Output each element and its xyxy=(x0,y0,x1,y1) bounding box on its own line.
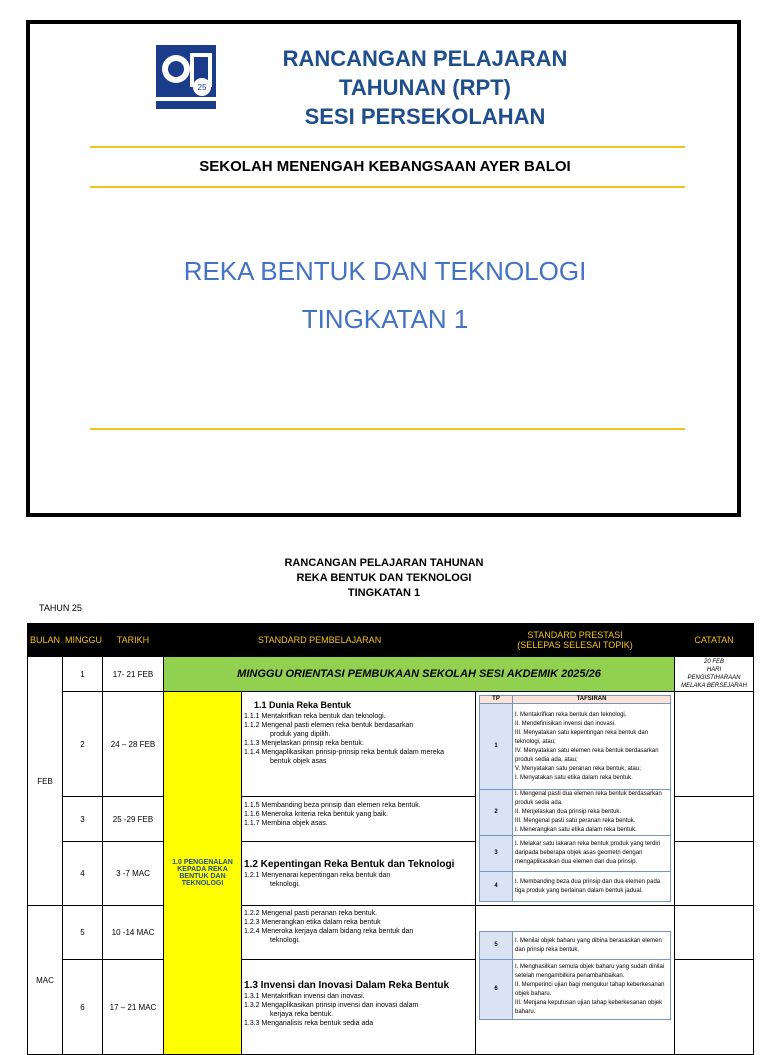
date-cell: 25 -29 FEB xyxy=(103,797,164,841)
cover-title xyxy=(230,44,620,131)
sp-item: 1.1.3 Menjelaskan prinsip reka bentuk. xyxy=(244,740,364,747)
tp-line: I. Mentakrifkan reka bentuk dan teknologi. xyxy=(515,711,627,718)
table-header-row xyxy=(28,624,754,657)
sp-item: 1.3.1 Mentakrifkan invensi dan inovasi. xyxy=(244,993,365,1000)
divider xyxy=(90,428,685,430)
catatan-cell xyxy=(675,692,754,797)
tp-table xyxy=(479,695,671,902)
sp-item: bentuk objek asas xyxy=(270,758,327,765)
sp-item: teknologi. xyxy=(270,880,300,888)
header-minggu: MINGGU xyxy=(63,624,103,657)
table-row xyxy=(28,657,754,692)
week-cell: 1 xyxy=(63,657,103,692)
date-cell: 10 -14 MAC xyxy=(103,906,164,960)
tp-description xyxy=(513,790,671,836)
topic-cell: 1.0 PENGENALAN KEPADA REKA BENTUK DAN TEKNOLOGI xyxy=(164,692,242,1055)
orientation-banner: MINGGU ORIENTASI PEMBUKAAN SEKOLAH SESI AKDEMIK 2025/26 xyxy=(164,657,675,692)
sp-item: teknologi. xyxy=(270,937,300,944)
tp-line: III. Menyatakan satu kepentingan reka bentuk dan teknologi, atau; xyxy=(515,729,649,745)
year-label: TAHUN 25 xyxy=(39,603,82,613)
subject-name: REKA BENTUK DAN TEKNOLOGI xyxy=(183,256,587,286)
tp-line: II. Memperinci ujian bagi mengukur tahap keberkesanan objek baharu. xyxy=(515,981,665,997)
document-title-line: REKA BENTUK DAN TEKNOLOGI xyxy=(296,572,472,584)
date-cell: 24 – 28 FEB xyxy=(103,692,164,797)
tp-line: V. Menyatakan satu peranan reka bentuk, atau; xyxy=(515,765,641,772)
tp-line: III. Mengenal pasti satu peranan reka bentuk. xyxy=(515,818,636,824)
tp-line: I. Menerangkan satu etika dalam reka bentuk. xyxy=(515,827,637,833)
header-standard-pembelajaran: STANDARD PEMBELAJARAN xyxy=(164,624,476,657)
learning-standard-cell xyxy=(242,797,476,841)
tp-line: II. Menjelaskan dua prinsip reka bentuk. xyxy=(515,809,622,815)
tp-level: 3 xyxy=(480,836,513,872)
week-cell: 4 xyxy=(63,841,103,905)
header-sp2-line2: (SELEPAS SELESAI TOPIK) xyxy=(517,640,633,650)
sp-item: 1.1.5 Membanding beza prinsip dan elemen reka bentuk. xyxy=(244,802,421,810)
header-bulan: BULAN xyxy=(28,624,63,657)
tp-level: 2 xyxy=(480,790,513,836)
divider xyxy=(90,186,685,188)
header-sp2-line1: STANDARD PRESTASI xyxy=(527,630,623,640)
sp-item: 1.1.2 Mengenal pasti elemen reka bentuk berdasarkan xyxy=(244,722,414,729)
tp-description xyxy=(513,704,671,790)
date-cell: 3 -7 MAC xyxy=(103,841,164,905)
tafsiran-header: TAFSIRAN xyxy=(513,696,671,704)
table-row xyxy=(28,692,754,797)
sp-item: 1.1.4 Mengaplikasikan prinsip-prinsip reka bentuk dalam mereka xyxy=(244,749,444,756)
sp-item: kerjaya reka bentuk. xyxy=(270,1011,334,1018)
tp-header: TP xyxy=(480,696,513,704)
tp-line: II. Mendefinisikan invensi dan inovasi. xyxy=(515,720,616,727)
section-heading: 1.2 Kepentingan Reka Bentuk dan Teknologi xyxy=(244,858,455,870)
tp-description xyxy=(513,872,671,902)
tp-line: I. Menilai objek baharu yang dibina berasaskan elemen dan prinsip reka bentuk. xyxy=(515,937,662,953)
week-cell: 5 xyxy=(63,906,103,960)
rpt-table xyxy=(27,623,754,1055)
divider xyxy=(90,146,685,148)
tp-level: 4 xyxy=(480,872,513,902)
tp-description xyxy=(513,836,671,872)
tp-description xyxy=(513,932,671,960)
catatan-line: PENGISTIHARAAN xyxy=(687,675,741,681)
performance-standard-cell xyxy=(476,692,675,906)
performance-standard-cell xyxy=(476,906,675,1055)
catatan-cell xyxy=(675,657,754,692)
sp-item: 1.3.2 Mengaplikasikan prinsip invensi dan inovasi dalam xyxy=(244,1002,419,1009)
school-name: SEKOLAH MENENGAH KEBANGSAAN AYER BALOI xyxy=(199,158,571,175)
month-cell: MAC xyxy=(28,906,63,1055)
section-heading: 1.3 Invensi dan Inovasi Dalam Reka Bentuk xyxy=(244,980,450,991)
section-heading: 1.1 Dunia Reka Bentuk xyxy=(254,700,352,710)
date-cell: 17 – 21 MAC xyxy=(103,960,164,1055)
document-title-line: TINGKATAN 1 xyxy=(347,587,421,599)
cover-title-line: SESI PERSEKOLAHAN xyxy=(304,104,546,129)
header-standard-prestasi xyxy=(476,624,675,657)
catatan-line: MELAKA BERSEJARAH xyxy=(681,683,747,689)
catatan-cell xyxy=(675,906,754,960)
learning-standard-cell xyxy=(242,906,476,960)
catatan-cell xyxy=(675,797,754,841)
sp-item: 1.2.3 Menerangkan etika dalam reka bentuk xyxy=(244,919,381,926)
catatan-line: HARI xyxy=(706,667,722,673)
week-cell: 6 xyxy=(63,960,103,1055)
week-cell: 2 xyxy=(63,692,103,797)
catatan-line: 20 FEB xyxy=(704,659,725,665)
week-cell: 3 xyxy=(63,797,103,841)
tp-line: III. Menjana keputusan ujian tahap keberkesanan objek baharu. xyxy=(515,999,663,1015)
catatan-cell xyxy=(675,841,754,905)
header-tarikh: TARIKH xyxy=(103,624,164,657)
sp-item: 1.1.7 Membina objek asas. xyxy=(244,820,328,828)
sp-item: 1.2.2 Mengenal pasti peranan reka bentuk. xyxy=(244,910,378,917)
learning-standard-cell xyxy=(242,692,476,797)
sp-item: 1.2.1 Menyenarai kepentingan reka bentuk dan xyxy=(244,871,391,879)
document-title-line: RANCANGAN PELAJARAN TAHUNAN xyxy=(284,557,484,569)
catatan-cell xyxy=(675,960,754,1055)
sp-item: 1.2.4 Meneroka kerjaya dalam bidang reka bentuk dan xyxy=(244,928,414,935)
sp-item: produk yang dipilih. xyxy=(270,731,331,738)
tp-line: I. Membanding beza dua prinsip dan dua elemen pada tiga produk yang berlainan dalam bentuk jadual. xyxy=(515,878,661,894)
month-cell: FEB xyxy=(28,657,63,906)
sp-item: 1.1.1 Mentakrifkan reka bentuk dan teknologi. xyxy=(244,713,386,720)
tp-line: I. Mengenal pasti dua elemen reka bentuk berdasarkan produk sedia ada. xyxy=(515,791,662,806)
cover-title-line: RANCANGAN PELAJARAN xyxy=(282,46,568,71)
sp-item: 1.1.6 Meneroka kriteria reka bentuk yang baik. xyxy=(244,811,388,819)
cover-page xyxy=(26,20,741,517)
tp-line: I. Menghasilkan semula objek baharu yang sudah dinilai setelah mengambilkira penambahbaikan. xyxy=(515,963,665,979)
sp-item: 1.3.3 Menganalisis reka bentuk sedia ada xyxy=(244,1020,374,1027)
tp-level: 6 xyxy=(480,960,513,1020)
date-cell: 17- 21 FEB xyxy=(103,657,164,692)
tp-line: IV. Menyatakan satu elemen reka bentuk berdasarkan produk sedia ada, atau; xyxy=(515,747,659,763)
learning-standard-cell xyxy=(242,960,476,1055)
header-catatan: CATATAN xyxy=(675,624,754,657)
tp-level: 5 xyxy=(480,932,513,960)
tp-level: 1 xyxy=(480,704,513,790)
form-level: TINGKATAN 1 xyxy=(301,304,469,334)
table-row xyxy=(28,906,754,960)
tp-line: I. Menyatakan satu etika dalam reka bentuk. xyxy=(515,774,633,781)
tp-line: I. Melakar satu lakaran reka bentuk produk yang terdiri daripada beberapa objek asas geometri dengan mengaplikasikan dua elemen dan dua prinsip. xyxy=(515,841,661,865)
learning-standard-cell xyxy=(242,841,476,905)
cover-title-line: TAHUNAN (RPT) xyxy=(339,75,511,100)
tp-table xyxy=(479,931,671,1020)
svg-text:25: 25 xyxy=(197,83,207,92)
ministry-logo xyxy=(154,43,218,113)
document-title xyxy=(0,556,768,601)
tp-description xyxy=(513,960,671,1020)
